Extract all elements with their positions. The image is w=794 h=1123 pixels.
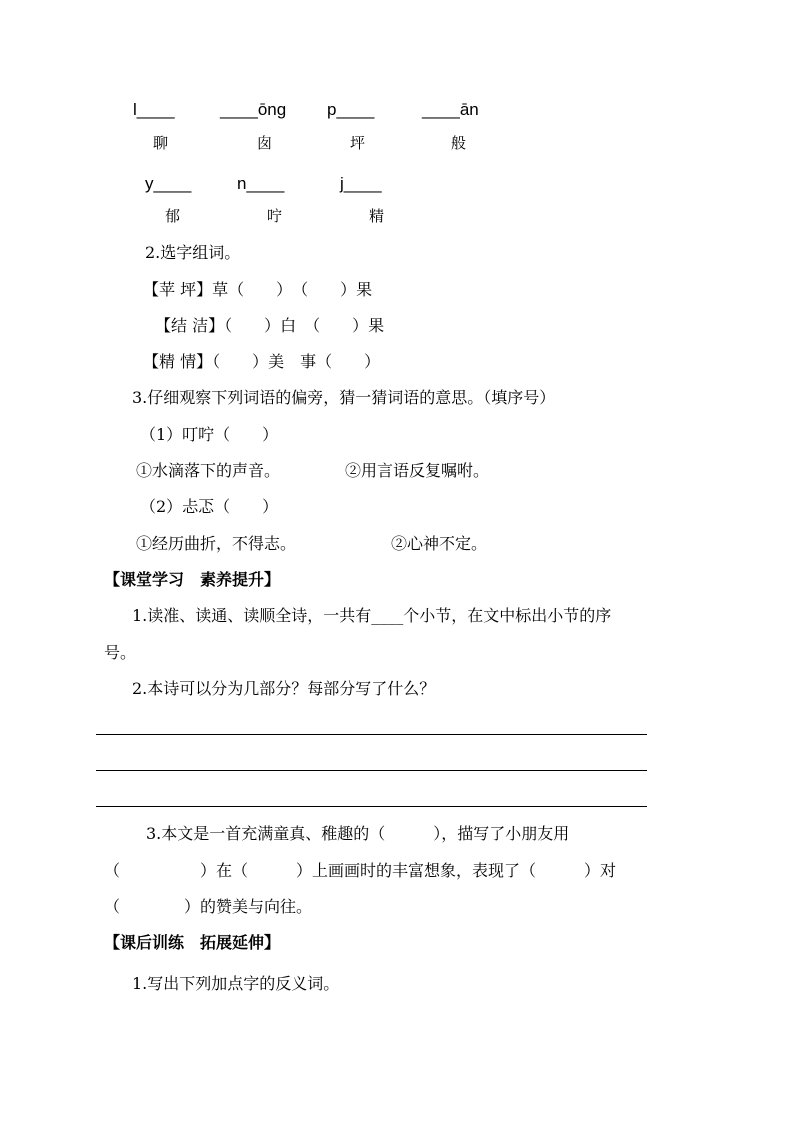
q3-item-1-option-a: ①水滴落下的声音。: [136, 461, 281, 480]
s1-q3-line-2[interactable]: （ ）在（ ）上画画时的丰富想象，表现了（ ）对: [104, 861, 617, 880]
q3-item-2[interactable]: （2）忐忑（ ）: [140, 497, 279, 516]
hanzi-3: 坪: [350, 134, 366, 152]
s1-q2: 2.本诗可以分为几部分？每部分写了什么？: [132, 679, 436, 698]
q2-line-2[interactable]: 【结 洁】（ ）白 （ ）果: [155, 316, 385, 335]
s1-q1-line-1[interactable]: 1.读准、读通、读顺全诗，一共有____个小节，在文中标出小节的序: [132, 606, 612, 625]
s2-q1: 1.写出下列加点字的反义词。: [132, 974, 340, 993]
q3-title: 3.仔细观察下列词语的偏旁，猜一猜词语的意思。（填序号）: [132, 388, 556, 407]
q2-title: 2.选字组词。: [145, 243, 241, 262]
q2-line-1[interactable]: 【苹 坪】草（ ） （ ）果: [143, 280, 373, 299]
pinyin-blank-5[interactable]: y____: [145, 174, 192, 193]
pinyin-blank-3[interactable]: p____: [327, 100, 375, 119]
answer-line-3[interactable]: [96, 806, 647, 807]
section-heading-after-class: 【课后训练 拓展延伸】: [104, 933, 281, 952]
section-heading-classroom: 【课堂学习 素养提升】: [104, 570, 281, 589]
hanzi-6: 咛: [267, 207, 283, 225]
q3-item-1[interactable]: （1）叮咛（ ）: [140, 425, 279, 444]
q3-item-1-option-b: ②用言语反复嘱咐。: [345, 461, 490, 480]
pinyin-blank-6[interactable]: n____: [237, 174, 285, 193]
s1-q3-line-1[interactable]: 3.本文是一首充满童真、稚趣的（ ），描写了小朋友用: [146, 824, 570, 843]
hanzi-7: 精: [369, 207, 385, 225]
pinyin-blank-4[interactable]: ____ān: [422, 100, 479, 119]
pinyin-blank-1[interactable]: l____: [133, 100, 175, 119]
answer-line-1[interactable]: [96, 734, 647, 735]
hanzi-2: 囱: [257, 134, 273, 152]
hanzi-5: 郁: [165, 207, 181, 225]
s1-q3-line-3[interactable]: （ ）的赞美与向往。: [104, 897, 313, 916]
q3-item-2-option-a: ①经历曲折，不得志。: [136, 534, 297, 553]
hanzi-4: 般: [451, 134, 467, 152]
hanzi-1: 聊: [153, 134, 169, 152]
pinyin-blank-7[interactable]: j____: [340, 174, 382, 193]
q2-line-3[interactable]: 【精 情】（ ）美 事（ ）: [143, 352, 381, 371]
q3-item-2-option-b: ②心神不定。: [391, 534, 488, 553]
answer-line-2[interactable]: [96, 770, 647, 771]
pinyin-blank-2[interactable]: ____ōng: [220, 100, 287, 119]
s1-q1-line-2: 号。: [104, 643, 137, 662]
